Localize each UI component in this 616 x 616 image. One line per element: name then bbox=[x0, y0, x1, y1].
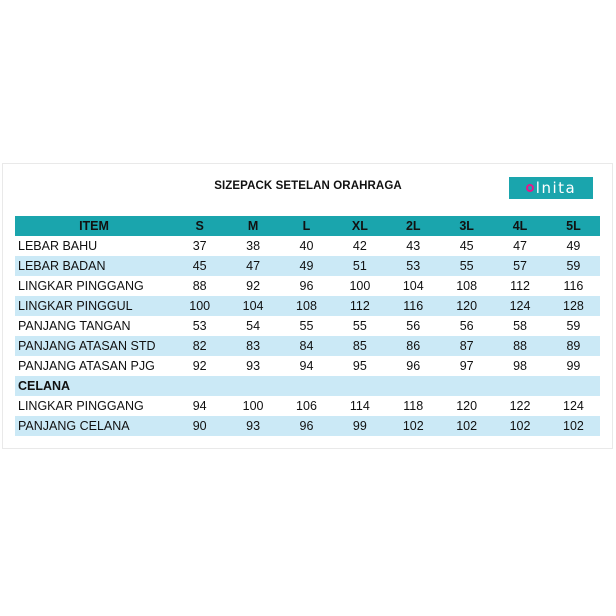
section-row bbox=[15, 376, 600, 396]
table-cell: 94 bbox=[192, 399, 207, 413]
table-row bbox=[15, 396, 600, 416]
row-label: PANJANG TANGAN bbox=[18, 319, 131, 333]
table-cell: 55 bbox=[299, 319, 314, 333]
table-cell: 112 bbox=[333, 296, 386, 316]
table-cell: 128 bbox=[547, 296, 600, 316]
table-cell: 97 bbox=[459, 359, 474, 373]
table-cell: 59 bbox=[547, 256, 600, 276]
brand-logo bbox=[509, 177, 593, 199]
table-cell: 54 bbox=[246, 319, 261, 333]
table-cell: 124 bbox=[563, 399, 584, 413]
table-cell: 55 bbox=[440, 256, 493, 276]
table-cell: 102 bbox=[387, 416, 440, 436]
table-cell: 53 bbox=[192, 319, 207, 333]
table-cell: 56 bbox=[406, 319, 421, 333]
header-item: ITEM bbox=[15, 216, 173, 236]
table-cell: 95 bbox=[352, 359, 367, 373]
table-cell: 102 bbox=[440, 416, 493, 436]
table-cell: 120 bbox=[440, 296, 493, 316]
table-cell: 124 bbox=[493, 296, 546, 316]
header-size: 2L bbox=[387, 216, 440, 236]
table-cell: 89 bbox=[547, 336, 600, 356]
table-cell: 100 bbox=[349, 279, 371, 293]
table-cell: 96 bbox=[406, 359, 421, 373]
table-cell: 90 bbox=[173, 416, 226, 436]
table-cell: 40 bbox=[299, 239, 314, 253]
table-cell: 102 bbox=[493, 416, 546, 436]
table-cell: 43 bbox=[406, 239, 421, 253]
section-label: CELANA bbox=[15, 376, 600, 396]
logo-dot-icon bbox=[526, 184, 534, 192]
table-cell: 112 bbox=[510, 279, 530, 293]
row-label: PANJANG ATASAN PJG bbox=[18, 359, 155, 373]
header-size: M bbox=[226, 216, 279, 236]
table-cell: 100 bbox=[173, 296, 226, 316]
table-row bbox=[15, 316, 600, 336]
table-header-row bbox=[15, 216, 600, 236]
table-row bbox=[15, 416, 600, 436]
row-label: LEBAR BADAN bbox=[15, 256, 173, 276]
table-cell: 57 bbox=[493, 256, 546, 276]
table-cell: 96 bbox=[280, 416, 333, 436]
table-cell: 55 bbox=[352, 319, 367, 333]
table-cell: 122 bbox=[509, 399, 531, 413]
header-size: XL bbox=[333, 216, 386, 236]
table-row bbox=[15, 256, 600, 276]
table-row bbox=[15, 296, 600, 316]
table-cell: 108 bbox=[280, 296, 333, 316]
row-label: LINGKAR PINGGUL bbox=[15, 296, 173, 316]
table-cell: 47 bbox=[513, 239, 527, 253]
header-size: S bbox=[173, 216, 226, 236]
header-size: 5L bbox=[547, 216, 600, 236]
table-cell: 118 bbox=[403, 399, 424, 413]
table-row bbox=[15, 336, 600, 356]
table-cell: 49 bbox=[566, 239, 581, 253]
table-cell: 100 bbox=[242, 399, 264, 413]
table-cell: 45 bbox=[173, 256, 226, 276]
table-cell: 99 bbox=[333, 416, 386, 436]
table-cell: 92 bbox=[246, 279, 261, 293]
table-cell: 102 bbox=[547, 416, 600, 436]
table-cell: 51 bbox=[333, 256, 386, 276]
row-label: PANJANG CELANA bbox=[15, 416, 173, 436]
table-cell: 116 bbox=[387, 296, 440, 316]
table-cell: 56 bbox=[459, 319, 474, 333]
table-cell: 98 bbox=[513, 359, 527, 373]
table-cell: 88 bbox=[493, 336, 546, 356]
page-title: SIZEPACK SETELAN ORAHRAGA bbox=[214, 180, 402, 192]
table-cell: 96 bbox=[299, 279, 314, 293]
table-cell: 86 bbox=[387, 336, 440, 356]
table-cell: 93 bbox=[226, 416, 279, 436]
header-size: L bbox=[280, 216, 333, 236]
table-row bbox=[15, 276, 600, 296]
table-cell: 37 bbox=[192, 239, 207, 253]
table-cell: 106 bbox=[296, 399, 317, 413]
table-cell: 92 bbox=[192, 359, 207, 373]
table-row bbox=[15, 236, 600, 256]
table-cell: 114 bbox=[349, 399, 370, 413]
table-cell: 83 bbox=[226, 336, 279, 356]
table-cell: 59 bbox=[566, 319, 581, 333]
table-cell: 88 bbox=[192, 279, 207, 293]
row-label: LINGKAR PINGGANG bbox=[18, 399, 144, 413]
table-cell: 49 bbox=[280, 256, 333, 276]
size-table bbox=[15, 216, 600, 436]
logo-text: lnita bbox=[535, 179, 577, 197]
table-cell: 93 bbox=[246, 359, 261, 373]
table-cell: 104 bbox=[226, 296, 279, 316]
table-cell: 120 bbox=[456, 399, 478, 413]
table-cell: 38 bbox=[246, 239, 261, 253]
table-cell: 45 bbox=[459, 239, 474, 253]
row-label: LINGKAR PINGGANG bbox=[18, 279, 144, 293]
table-row bbox=[15, 356, 600, 376]
table-cell: 58 bbox=[513, 319, 527, 333]
table-cell: 116 bbox=[563, 279, 584, 293]
table-cell: 94 bbox=[299, 359, 314, 373]
table-cell: 87 bbox=[440, 336, 493, 356]
table-cell: 53 bbox=[387, 256, 440, 276]
row-label: PANJANG ATASAN STD bbox=[15, 336, 173, 356]
table-cell: 85 bbox=[333, 336, 386, 356]
table-cell: 99 bbox=[566, 359, 581, 373]
table-cell: 82 bbox=[173, 336, 226, 356]
table-cell: 104 bbox=[402, 279, 424, 293]
header-size: 4L bbox=[493, 216, 546, 236]
header-size: 3L bbox=[440, 216, 493, 236]
table-cell: 108 bbox=[456, 279, 478, 293]
row-label: LEBAR BAHU bbox=[18, 239, 98, 253]
table-cell: 84 bbox=[280, 336, 333, 356]
table-cell: 47 bbox=[226, 256, 279, 276]
table-cell: 42 bbox=[352, 239, 367, 253]
